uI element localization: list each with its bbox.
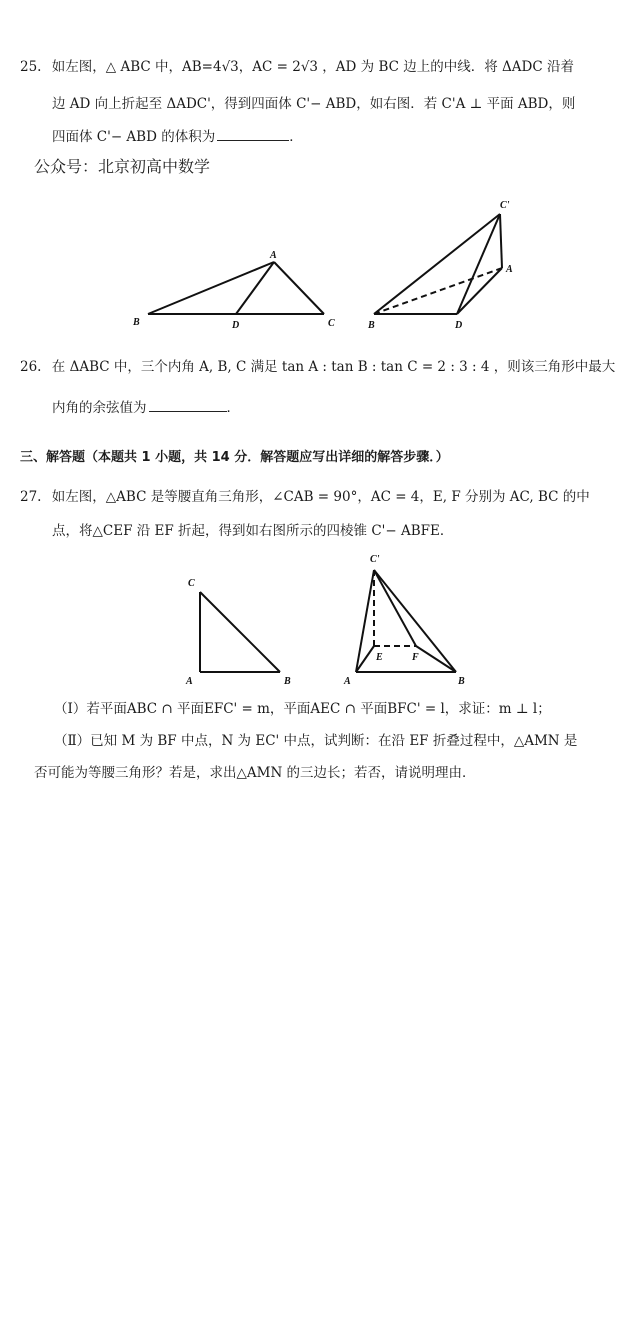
segment-ca — [356, 570, 374, 672]
segment-bc-prime — [374, 214, 500, 314]
segment-cb — [200, 592, 280, 672]
q26-answer-blank — [149, 399, 227, 412]
q25-text-line-1 — [20, 58, 574, 76]
label-b: B — [284, 676, 291, 687]
q25-number: 25. — [20, 59, 42, 75]
q25-line-1: 如左图，△ ABC 中，AB=4√3，AC = 2√3 ，AD 为 BC 边上的中线．将 ΔADC 沿着 — [51, 59, 574, 75]
q26-text-line-1 — [20, 358, 615, 376]
label-c-prime: C' — [500, 200, 510, 211]
q27-line-1: 如左图，△ABC 是等腰直角三角形，∠CAB = 90°，AC = 4，E, F 分别为 AC, BC 的中 — [51, 489, 590, 505]
q25-figure-left — [128, 248, 348, 338]
label-e: E — [376, 652, 383, 663]
q27-figure-right — [338, 550, 468, 690]
q25-text-line-2: 边 AD 向上折起至 ΔADC'，得到四面体 C'− ABD，如右图．若 C'A ⊥ 平面 ABD，则 — [52, 96, 576, 112]
q25-figure-right — [362, 196, 532, 336]
segment-dc-prime — [457, 214, 500, 314]
watermark-text: 公众号：北京初高中数学 — [34, 157, 211, 176]
q27-text-line-2: 点，将△CEF 沿 EF 折起，得到如右图所示的四棱锥 C'− ABFE． — [52, 523, 454, 539]
label-b: B — [368, 320, 375, 331]
q26-line-1: 在 ΔABC 中，三个内角 A, B, C 满足 tan A : tan B : tan C = 2 : 3 : 4 ，则该三角形中最大 — [51, 359, 616, 375]
q27-number: 27. — [20, 489, 42, 505]
q27-part-2-line-2: 否可能为等腰三角形？若是，求出△AMN 的三边长；若否，请说明理由． — [34, 765, 476, 781]
label-a: A — [506, 264, 513, 275]
label-b: B — [133, 317, 140, 328]
q27-part-2-line-1: （Ⅱ）已知 M 为 BF 中点，N 为 EC' 中点，试判断：在沿 EF 折叠过程中，△AMN 是 — [54, 733, 578, 749]
label-c-prime: C' — [370, 554, 380, 565]
label-a: A — [344, 676, 351, 687]
label-c: C — [188, 578, 195, 589]
label-b: B — [458, 676, 465, 687]
q26-number: 26. — [20, 359, 42, 375]
label-c: C — [328, 318, 335, 329]
label-a: A — [186, 676, 193, 687]
q25-answer-blank — [217, 128, 289, 141]
segment-ac — [274, 262, 324, 314]
q26-line-2: 内角的余弦值为 — [52, 400, 147, 416]
q27-figure-left — [184, 572, 304, 692]
q27-text-line-1 — [20, 488, 590, 506]
label-d: D — [232, 320, 240, 331]
segment-cf — [374, 570, 416, 646]
q25-line-3-end: ． — [289, 129, 303, 145]
segment-ad — [457, 268, 502, 314]
q26-line-2-end: ． — [226, 400, 240, 416]
q25-text-line-3 — [52, 128, 303, 146]
q26-text-line-2 — [52, 399, 240, 417]
label-f: F — [412, 652, 419, 663]
label-d: D — [455, 320, 463, 331]
q27-part-1: （Ⅰ）若平面ABC ∩ 平面EFC' = m，平面AEC ∩ 平面BFC' = l，求证：m ⊥ l； — [54, 701, 551, 717]
segment-fb — [416, 646, 456, 672]
q25-line-3: 四面体 C'− ABD 的体积为 — [52, 129, 216, 145]
segment-ab-hidden — [374, 268, 502, 314]
section-3-heading: 三、解答题（本题共 1 小题，共 14 分．解答题应写出详细的解答步骤．） — [20, 450, 449, 465]
label-a: A — [270, 250, 277, 261]
segment-ac-prime — [500, 214, 502, 268]
